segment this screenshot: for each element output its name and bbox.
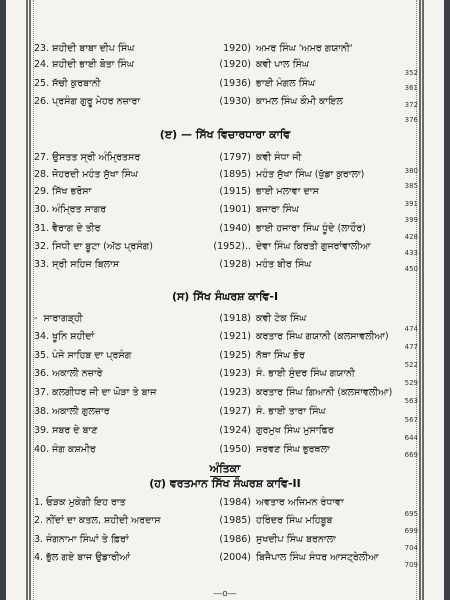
page-number: 474 [404,325,418,333]
page-number: 699 [404,527,418,535]
toc-entry: 37. ਕਲਗੀਧਰ ਜੀ ਦਾ ਘੋੜਾ ਤੇ ਬਾਜ (1923) ਕਰਤਾਰ ਸਿੰਘ ਗਿਆਨੀ (ਕਲਸਾਵਲੀਆ) [34,387,393,398]
toc-entry: 1. ਓੜਕ ਮੁਕੇਗੀ ਇਹ ਰਾਤ (1984) ਅਵਤਾਰ ਅਜਿਮਨ ਰੰਧਾਵਾ [34,497,344,508]
entry-year: (1986) [219,534,251,545]
entry-title: ਅਕਾਲੀ ਨਜ਼ਾਰੇ [52,368,103,379]
toc-entry: 34. ਖੂਨਿ ਸ਼ਹੀਦਾਂ (1921) ਕਰਤਾਰ ਸਿੰਘ ਗਯਾਨੀ (ਕਲਸਾਵਲੀਆ) [34,331,389,342]
entry-year: (1920) [219,59,251,70]
toc-entry: 28. ਜੋਹਰਦੀ ਮਹੰਤ ਸੁੱਖਾ ਸਿੰਘ (1895) ਮਹੰਤ ਸੁੱਖਾ ਸਿੰਘ (ਖੁੱਡਾ ਕੁਰਾਲਾ) [34,169,365,180]
entry-year: (1923) [219,387,251,398]
entry-year: (1895) [219,169,251,180]
entry-year: 1920) [223,43,251,54]
page-number: 428 [404,233,418,241]
toc-entry: 2. ਨੀਂਦਾਂ ਦਾ ਕਤਲ, ਸ਼ਹੀਦੀ ਅਰਦਾਸ (1985) ਹਰਿੰਦਰ ਸਿੰਘ ਮਹਿਬੂਬ [34,515,333,526]
entry-title: ਜੰਗ ਕਸ਼ਮੀਰ [52,444,96,455]
entry-author: ਕਵੀ ਟੇਕ ਸਿੰਘ [256,313,307,324]
page-number: 529 [404,379,418,387]
entry-author: ਅਵਤਾਰ ਅਜਿਮਨ ਰੰਧਾਵਾ [256,497,344,508]
toc-entry: 39. ਸਬਰ ਦੇ ਬਾਣ (1924) ਗੁਰਮੁਖ ਸਿੰਘ ਮੁਸਾਫਿਰ [34,425,334,436]
entry-title: ਅਕਾਲੀ ਗੁਲਜ਼ਾਰ [52,406,110,417]
entry-year: (1927) [219,406,251,417]
entry-title: ਨੀਂਦਾਂ ਦਾ ਕਤਲ, ਸ਼ਹੀਦੀ ਅਰਦਾਸ [46,515,161,526]
entry-title: ਸਾਰਾਗੜ੍ਹੀ [43,313,83,324]
toc-entry: 23. ਸ਼ਹੀਦੀ ਬਾਬਾ ਦੀਪ ਸਿੰਘ 1920) ਅਮਰ ਸਿੰਘ 'ਅਮਰ ਗਯਾਨੀ' [34,43,353,54]
entry-year: (1936) [219,78,251,89]
entry-year: (1797) [219,152,251,163]
page-number: 644 [404,434,418,442]
toc-entry: 25. ਸੱਚੀ ਕੁਰਬਾਨੀ (1936) ਭਾਈ ਮੰਗਲ ਸਿੰਘ [34,78,316,89]
page-number: 567 [404,416,418,424]
entry-author: ਸੰ. ਭਾਈ ਤਾਰਾ ਸਿੰਘ [256,406,326,417]
toc-entry: 29. ਸਿੱਖ ਭਰੋਸਾ (1915) ਭਾਈ ਮਲਾਵਾ ਦਾਸ [34,186,319,197]
page-number: 563 [404,397,418,405]
entry-year: (1950) [219,444,251,455]
entry-year: (1940) [219,223,251,234]
toc-entry: 36. ਅਕਾਲੀ ਨਜ਼ਾਰੇ (1923) ਸੰ. ਭਾਈ ਸੁੰਦਰ ਸਿੰਘ ਗਯਾਨੀ [34,368,355,379]
entry-title: ਕਲਗੀਧਰ ਜੀ ਦਾ ਘੋੜਾ ਤੇ ਬਾਜ [52,387,157,398]
page-number: 361 [404,84,418,92]
toc-entry: 31. ਵੈਰਾਗ ਦੇ ਤੀਰ (1940) ਭਾਈ ਹਜਾਰਾ ਸਿੰਘ ਧੂੰਦੇ (ਲਾਹੌਰ) [34,223,366,234]
toc-entry: 27. ਉਸਤਤ ਸ੍ਰੀ ਅੰਮ੍ਰਿਤਸਰ (1797) ਕਵੀ ਸੰਧਾ ਜੀ [34,152,302,163]
entry-year: (1915) [219,186,251,197]
toc-entry: 40. ਜੰਗ ਕਸ਼ਮੀਰ (1950) ਸਰਵਣ ਸਿੰਘ ਭੁਰਥਲਾ [34,444,330,455]
appendix-label: ਅੰਤਿਕਾ [209,462,241,475]
entry-author: ਭਾਈ ਹਜਾਰਾ ਸਿੰਘ ਧੂੰਦੇ (ਲਾਹੌਰ) [256,223,366,234]
entry-author: ਸੰ. ਭਾਈ ਸੁੰਦਰ ਸਿੰਘ ਗਯਾਨੀ [256,368,355,379]
page-number: 372 [404,101,418,109]
entry-author: ਸਰਵਣ ਸਿੰਘ ਭੁਰਥਲਾ [256,444,330,455]
entry-author: ਕਵੀ ਪਾਲ ਸਿੰਘ [256,59,310,70]
toc-entry: 35. ਪੰਜੇ ਸਾਹਿਬ ਦਾ ਪ੍ਰਸੰਗ (1925) ਨੱਥਾ ਸਿੰਘ ਭੋਰ [34,350,305,361]
entry-year: (1985) [219,515,251,526]
entry-title: ਸ੍ਰੀ ਸਹਿਜ ਬਿਲਾਸ [52,259,120,270]
book-page [6,0,444,600]
page-number: 704 [404,544,418,552]
page-number: 380 [404,167,418,175]
page-number: 695 [404,510,418,518]
entry-title: ਵੈਰਾਗ ਦੇ ਤੀਰ [52,223,101,234]
entry-author: ਬਜਾਰਾ ਸਿੰਘ [256,204,299,215]
entry-author: ਬਿਜੈਪਾਲ ਸਿੰਘ ਸੰਧਰ ਆਸਟ੍ਰੇਲੀਆ [256,552,379,563]
entry-title: ਜੰਗਨਾਮਾ ਸਿੰਘਾਂ ਤੇ ਫ਼ਿਰਾਂ [46,534,129,545]
page-number: 477 [404,343,418,351]
page-number: 669 [404,451,418,459]
entry-title: ਸ਼ਹੀਦੀ ਬਾਬਾ ਦੀਪ ਸਿੰਘ [52,43,135,54]
section-heading: (ਹ) ਵਰਤਮਾਨ ਸਿੱਖ ਸੰਘਰਸ਼ ਕਾਵਿ-II [149,477,301,490]
page-number: 385 [404,182,418,190]
page-number: 376 [404,116,418,124]
entry-title: ਪੰਜੇ ਸਾਹਿਬ ਦਾ ਪ੍ਰਸੰਗ [52,350,132,361]
entry-title: ਸਿੱਖ ਭਰੋਸਾ [52,186,92,197]
page-number: 391 [404,200,418,208]
entry-title: ਓੜਕ ਮੁਕੇਗੀ ਇਹ ਰਾਤ [46,497,126,508]
entry-year: (2004) [219,552,251,563]
page-number: 450 [404,265,418,273]
entry-year: (1984) [219,497,251,508]
entry-author: ਦੇਵਾ ਸਿੰਘ ਕਿਰਤੀ ਗੁਜਰਾਂਵਾਲੀਆ [256,241,371,252]
entry-author: ਕਵੀ ਸੰਧਾ ਜੀ [256,152,302,163]
toc-entry: 26. ਪ੍ਰਸੰਗ ਗੁਰੂ ਮੇਹਰ ਨਜ਼ਾਰਾ (1930) ਕਾਮਲ ਸਿੰਘ ਕੌਮੀ ਕਾਇਲ [34,96,343,107]
page-number: 433 [404,249,418,257]
entry-author: ਮਹੰਤ ਸੁੱਖਾ ਸਿੰਘ (ਖੁੱਡਾ ਕੁਰਾਲਾ) [256,169,365,180]
toc-entry: 24. ਸ਼ਹੀਦੀ ਭਾਈ ਬੋਤਾ ਸਿੰਘ (1920) ਕਵੀ ਪਾਲ ਸਿੰਘ [34,59,310,70]
entry-title: ਪ੍ਰਸੰਗ ਗੁਰੂ ਮੇਹਰ ਨਜ਼ਾਰਾ [52,96,141,107]
section-heading: (ੲ) — ਸਿੱਖ ਵਿਚਾਰਧਾਰਾ ਕਾਵਿ [159,128,291,141]
entry-author: ਅਮਰ ਸਿੰਘ 'ਅਮਰ ਗਯਾਨੀ' [256,43,353,54]
toc-entry: 38. ਅਕਾਲੀ ਗੁਲਜ਼ਾਰ (1927) ਸੰ. ਭਾਈ ਤਾਰਾ ਸਿੰਘ [34,406,326,417]
entry-author: ਭਾਈ ਮੰਗਲ ਸਿੰਘ [256,78,316,89]
entry-author: ਕਾਮਲ ਸਿੰਘ ਕੌਮੀ ਕਾਇਲ [256,96,343,107]
entry-year: (1924) [219,425,251,436]
page-number: 709 [404,561,418,569]
entry-title: ਖੂਨਿ ਸ਼ਹੀਦਾਂ [52,331,95,342]
entry-year: (1918) [219,313,251,324]
entry-title: ਸਬਰ ਦੇ ਬਾਣ [52,425,98,436]
entry-year: (1925) [219,350,251,361]
page-footer-ornament: —o— [213,589,237,599]
entry-year: (1901) [219,204,251,215]
toc-entry: 33. ਸ੍ਰੀ ਸਹਿਜ ਬਿਲਾਸ (1928) ਮਹੰਤ ਬੀਰ ਸਿੰਘ [34,259,312,270]
toc-entry: - ਸਾਰਾਗੜ੍ਹੀ (1918) ਕਵੀ ਟੇਕ ਸਿੰਘ [34,313,307,324]
toc-entry: 4. ਭੁੱਲ ਗਏ ਬਾਜ ਉਡਾਰੀਆਂ (2004) ਬਿਜੈਪਾਲ ਸਿੰਘ ਸੰਧਰ ਆਸਟ੍ਰੇਲੀਆ [34,552,379,563]
entry-year: (1930) [219,96,251,107]
entry-author: ਮਹੰਤ ਬੀਰ ਸਿੰਘ [256,259,312,270]
entry-author: ਹਰਿੰਦਰ ਸਿੰਘ ਮਹਿਬੂਬ [256,515,333,526]
page-number: 522 [404,361,418,369]
section-heading: (ਸ) ਸਿੱਖ ਸੰਘਰਸ਼ ਕਾਵਿ-I [171,290,279,303]
toc-entry: 3. ਜੰਗਨਾਮਾ ਸਿੰਘਾਂ ਤੇ ਫ਼ਿਰਾਂ (1986) ਸੁਖਦੀਪ ਸਿੰਘ ਬਰਨਾਲਾ [34,534,336,545]
entry-title: ਭੁੱਲ ਗਏ ਬਾਜ ਉਡਾਰੀਆਂ [46,552,131,563]
entry-title: ਉਸਤਤ ਸ੍ਰੀ ਅੰਮ੍ਰਿਤਸਰ [52,152,141,163]
toc-entry: 30. ਅੰਮ੍ਰਿਤ ਸਾਗਰ (1901) ਬਜਾਰਾ ਸਿੰਘ [34,204,299,215]
entry-year: (1923) [219,368,251,379]
entry-title: ਸਿਧੀ ਦਾ ਬੂਟਾ (ਅੱਠ ਪ੍ਰਸੰਗ) [52,241,153,252]
entry-year: (1952).. [213,241,251,252]
entry-author: ਨੱਥਾ ਸਿੰਘ ਭੋਰ [256,350,305,361]
entry-title: ਜੋਹਰਦੀ ਮਹੰਤ ਸੁੱਖਾ ਸਿੰਘ [52,169,138,180]
entry-author: ਗੁਰਮੁਖ ਸਿੰਘ ਮੁਸਾਫਿਰ [256,425,334,436]
entry-title: ਸ਼ਹੀਦੀ ਭਾਈ ਬੋਤਾ ਸਿੰਘ [52,59,134,70]
entry-year: (1928) [219,259,251,270]
entry-author: ਸੁਖਦੀਪ ਸਿੰਘ ਬਰਨਾਲਾ [256,534,336,545]
entry-title: ਸੱਚੀ ਕੁਰਬਾਨੀ [52,78,101,89]
page-number: 399 [404,216,418,224]
entry-author: ਕਰਤਾਰ ਸਿੰਘ ਗਯਾਨੀ (ਕਲਸਾਵਲੀਆ) [256,331,389,342]
entry-author: ਭਾਈ ਮਲਾਵਾ ਦਾਸ [256,186,319,197]
page-number: 352 [404,69,418,77]
entry-title: ਅੰਮ੍ਰਿਤ ਸਾਗਰ [52,204,107,215]
entry-year: (1921) [219,331,251,342]
toc-entry: 32. ਸਿਧੀ ਦਾ ਬੂਟਾ (ਅੱਠ ਪ੍ਰਸੰਗ) (1952).. ਦੇਵਾ ਸਿੰਘ ਕਿਰਤੀ ਗੁਜਰਾਂਵਾਲੀਆ [34,241,371,252]
entry-author: ਕਰਤਾਰ ਸਿੰਘ ਗਿਆਨੀ (ਕਲਸਾਵਲੀਆ) [256,387,393,398]
